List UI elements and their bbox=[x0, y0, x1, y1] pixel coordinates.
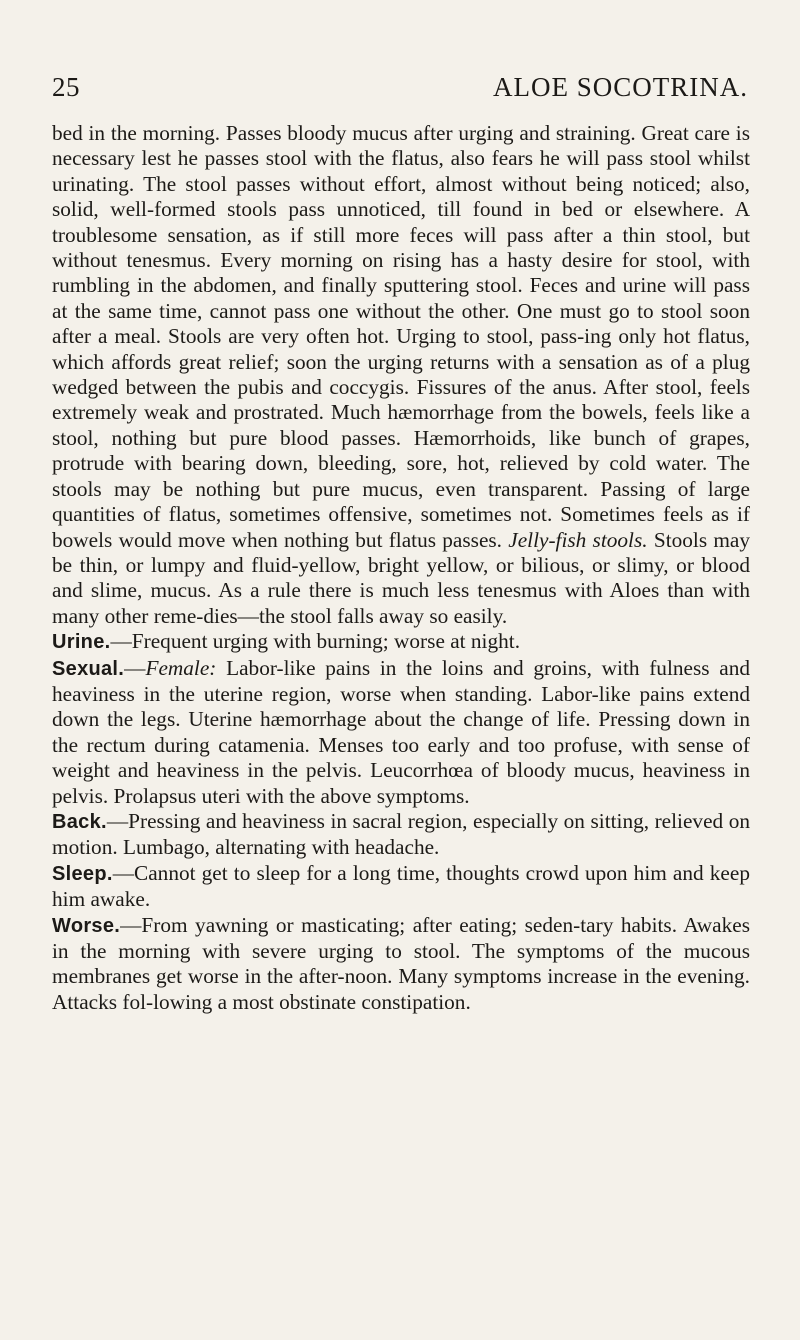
urine-paragraph bbox=[52, 629, 750, 655]
page-number: 25 bbox=[52, 72, 80, 102]
sleep-rubric: Sleep. bbox=[52, 862, 113, 885]
body-text bbox=[52, 121, 750, 1015]
sleep-paragraph bbox=[52, 861, 750, 913]
sexual-rubric: Sexual. bbox=[52, 657, 125, 680]
female-label: Female: bbox=[145, 655, 217, 680]
sexual-dash: — bbox=[124, 655, 146, 680]
urine-rubric: Urine. bbox=[52, 631, 111, 654]
sexual-text: Labor-like pains in the loins and groins, with fulness and heaviness in the uterine region, worse when standing. Labor-like pains extend down the legs. Uterine hæmorrhage about the change of life. Pressing down in the rectum during catamenia. Menses too early and too profuse, with sense of weight and heaviness in the pelvis. Leucorrhœa of bloody mucus, heaviness in pelvis. Prolapsus uteri with the above symptoms. bbox=[52, 655, 750, 808]
sexual-paragraph bbox=[52, 656, 750, 809]
stool-paragraph bbox=[52, 121, 750, 629]
stool-text-part2: Stools may be thin, or lumpy and fluid-yellow, bright yellow, or bilious, or slimy, or blood and slime, mucus. As a rule there is much less tenesmus with Aloes than with many other reme-dies—the stool falls away so easily. bbox=[52, 527, 751, 628]
sleep-text: —Cannot get to sleep for a long time, thoughts crowd upon him and keep him awake. bbox=[52, 860, 750, 912]
running-title: ALOE SOCOTRINA. bbox=[493, 72, 748, 102]
worse-paragraph bbox=[52, 913, 750, 1016]
jelly-fish-stools-phrase: Jelly-fish stools. bbox=[508, 527, 648, 552]
back-text: —Pressing and heaviness in sacral region, especially on sitting, relieved on motion. Lumbago, alternating with headache. bbox=[52, 808, 750, 860]
worse-text: —From yawning or masticating; after eating; seden-tary habits. Awakes in the morning with severe urging to stool. The symptoms of the mucous membranes get worse in the after-noon. Many symptoms increase in the evening. Attacks fol-lowing a most obstinate constipation. bbox=[52, 912, 750, 1014]
back-paragraph bbox=[52, 809, 750, 861]
urine-text: —Frequent urging with burning; worse at night. bbox=[110, 629, 521, 654]
back-rubric: Back. bbox=[52, 810, 107, 833]
worse-rubric: Worse. bbox=[52, 914, 121, 937]
running-head bbox=[52, 72, 750, 103]
stool-text-part1: bed in the morning. Passes bloody mucus after urging and straining. Great care is necessary lest he passes stool with the flatus, also fears he will pass stool whilst urinating. The stool passes without effort, almost without being noticed; also, solid, well-formed stools pass unnoticed, till found in bed or elsewhere. A troublesome sensation, as if still more feces will pass after a thin stool, but without tenesmus. Every morning on rising has a hasty desire for stool, with rumbling in the abdomen, and finally sputtering stool. Feces and urine will pass at the same time, cannot pass one without the other. One must go to stool soon after a meal. Stools are very often hot. Urging to stool, pass-ing only hot flatus, which affords great relief; soon the urging returns with a sensation as of a plug wedged between the pubis and coccygis. Fissures of the anus. After stool, feels extremely weak and prostrated. Much hæmorrhage from the bowels, feels like a stool, nothing but pure blood passes. Hæmorrhoids, like bunch of grapes, protrude with bearing down, bleeding, sore, hot, relieved by cold water. The stools may be nothing but pure mucus, even transparent. Passing of large quantities of flatus, sometimes offensive, sometimes not. Sometimes feels as if bowels would move when nothing but flatus passes. bbox=[52, 121, 750, 552]
